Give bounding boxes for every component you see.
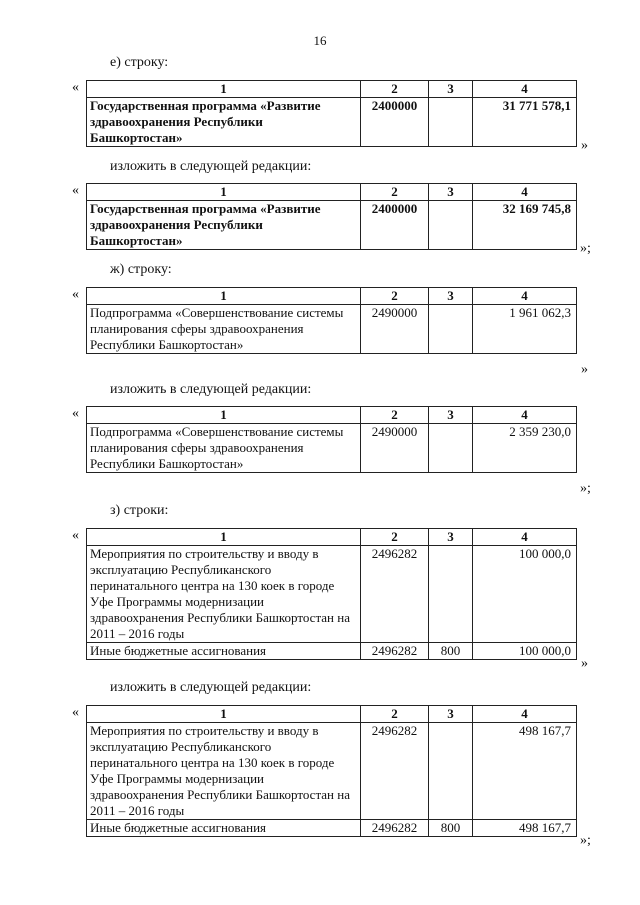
row-name: Подпрограмма «Совершенствование системы планирования сферы здравоохранения Республики Башкортостан» — [87, 305, 361, 354]
row-code: 2496282 — [361, 643, 429, 660]
close-quote: » — [581, 362, 588, 377]
column-header: 3 — [429, 706, 473, 723]
open-quote: « — [72, 80, 79, 95]
column-header: 2 — [361, 407, 429, 424]
row-code: 2496282 — [361, 546, 429, 643]
table-header-row — [87, 407, 577, 424]
column-header: 2 — [361, 81, 429, 98]
column-header: 3 — [429, 81, 473, 98]
table-row — [87, 201, 577, 250]
amendment-table-old — [86, 287, 577, 354]
column-header: 4 — [473, 529, 577, 546]
column-header: 3 — [429, 407, 473, 424]
amendment-caption: изложить в следующей редакции: — [110, 680, 312, 695]
column-header: 1 — [87, 184, 361, 201]
column-header: 1 — [87, 706, 361, 723]
row-name: Мероприятия по строительству и вводу в эксплуатацию Республиканского перинатального центра на 130 коек в городе Уфе Программы модернизации здравоохранения Республики Башкортостан на 2011 – 2016 годы — [87, 546, 361, 643]
column-header: 1 — [87, 529, 361, 546]
amendment-caption: ж) строку: — [110, 262, 172, 277]
close-quote: » — [581, 138, 588, 153]
open-quote: « — [72, 705, 79, 720]
row-type — [429, 723, 473, 820]
row-type — [429, 305, 473, 354]
amendment-table-old — [86, 80, 577, 147]
column-header: 4 — [473, 706, 577, 723]
close-quote: »; — [580, 481, 591, 496]
row-name: Мероприятия по строительству и вводу в эксплуатацию Республиканского перинатального центра на 130 коек в городе Уфе Программы модернизации здравоохранения Республики Башкортостан на 2011 – 2016 годы — [87, 723, 361, 820]
column-header: 1 — [87, 407, 361, 424]
table-row — [87, 424, 577, 473]
column-header: 2 — [361, 529, 429, 546]
column-header: 2 — [361, 288, 429, 305]
open-quote: « — [72, 406, 79, 421]
table-header-row — [87, 529, 577, 546]
row-type: 800 — [429, 820, 473, 837]
table-row — [87, 723, 577, 820]
row-code: 2490000 — [361, 305, 429, 354]
table-header-row — [87, 81, 577, 98]
amendment-table-new — [86, 183, 577, 250]
close-quote: »; — [580, 833, 591, 848]
column-header: 4 — [473, 184, 577, 201]
row-amount: 32 169 745,8 — [473, 201, 577, 250]
table-row — [87, 305, 577, 354]
row-name: Государственная программа «Развитие здравоохранения Республики Башкортостан» — [87, 98, 361, 147]
page-number: 16 — [313, 33, 327, 48]
table-header-row — [87, 184, 577, 201]
row-type — [429, 424, 473, 473]
row-code: 2490000 — [361, 424, 429, 473]
row-name: Иные бюджетные ассигнования — [87, 820, 361, 837]
row-type — [429, 546, 473, 643]
row-amount: 2 359 230,0 — [473, 424, 577, 473]
row-amount: 31 771 578,1 — [473, 98, 577, 147]
table-header-row — [87, 288, 577, 305]
amendment-table-new — [86, 705, 577, 837]
row-code: 2400000 — [361, 201, 429, 250]
column-header: 3 — [429, 529, 473, 546]
column-header: 4 — [473, 407, 577, 424]
row-amount: 100 000,0 — [473, 546, 577, 643]
row-type — [429, 98, 473, 147]
amendment-caption: е) строку: — [110, 55, 169, 70]
row-amount: 1 961 062,3 — [473, 305, 577, 354]
row-name: Подпрограмма «Совершенствование системы планирования сферы здравоохранения Республики Башкортостан» — [87, 424, 361, 473]
column-header: 1 — [87, 81, 361, 98]
column-header: 1 — [87, 288, 361, 305]
amendment-caption: изложить в следующей редакции: — [110, 382, 312, 397]
amendment-caption: изложить в следующей редакции: — [110, 159, 312, 174]
column-header: 3 — [429, 184, 473, 201]
open-quote: « — [72, 183, 79, 198]
row-name: Государственная программа «Развитие здравоохранения Республики Башкортостан» — [87, 201, 361, 250]
open-quote: « — [72, 287, 79, 302]
row-amount: 498 167,7 — [473, 820, 577, 837]
amendment-table-new — [86, 406, 577, 473]
column-header: 3 — [429, 288, 473, 305]
column-header: 4 — [473, 288, 577, 305]
row-code: 2400000 — [361, 98, 429, 147]
table-row — [87, 98, 577, 147]
table-row — [87, 643, 577, 660]
row-code: 2496282 — [361, 723, 429, 820]
column-header: 4 — [473, 81, 577, 98]
table-row — [87, 820, 577, 837]
row-name: Иные бюджетные ассигнования — [87, 643, 361, 660]
open-quote: « — [72, 528, 79, 543]
column-header: 2 — [361, 706, 429, 723]
column-header: 2 — [361, 184, 429, 201]
table-row — [87, 546, 577, 643]
amendment-caption: з) строки: — [110, 503, 169, 518]
row-type — [429, 201, 473, 250]
close-quote: » — [581, 656, 588, 671]
close-quote: »; — [580, 241, 591, 256]
row-amount: 498 167,7 — [473, 723, 577, 820]
row-type: 800 — [429, 643, 473, 660]
amendment-table-old — [86, 528, 577, 660]
row-code: 2496282 — [361, 820, 429, 837]
table-header-row — [87, 706, 577, 723]
row-amount: 100 000,0 — [473, 643, 577, 660]
